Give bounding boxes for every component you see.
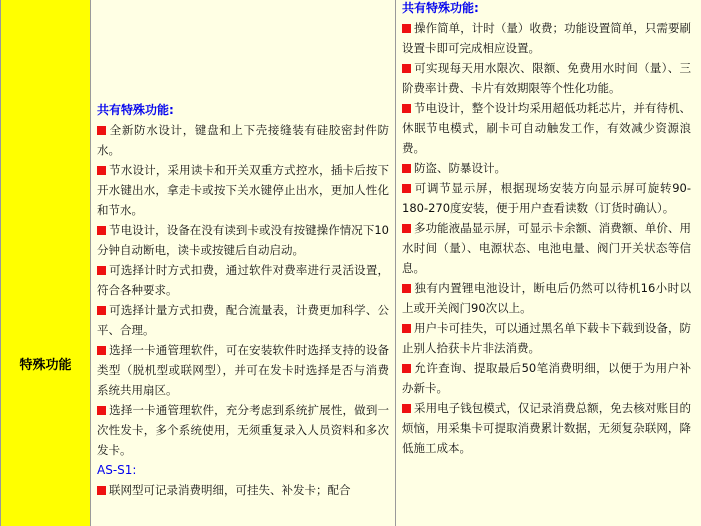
bullet-icon bbox=[402, 284, 411, 293]
middle-item: 可选择计时方式扣费，通过软件对费率进行灵活设置，符合各种要求。 bbox=[97, 263, 389, 297]
bullet-icon bbox=[402, 184, 411, 193]
right-item: 多功能液晶显示屏，可显示卡余额、消费额、单价、用水时间（量）、电源状态、电池电量、阀门开关状态等信息。 bbox=[402, 221, 691, 275]
bullet-icon bbox=[97, 346, 106, 355]
bullet-icon bbox=[97, 166, 106, 175]
middle-item: 节水设计，采用读卡和开关双重方式控水，插卡后按下开水键出水，拿走卡或按下关水键停止出水，更加人性化和节水。 bbox=[97, 163, 389, 217]
right-cell bbox=[396, 0, 701, 526]
middle-item: 选择一卡通管理软件，可在安装软件时选择支持的设备类型（脱机型或联网型），并可在发卡时选择是否与消费系统共用扇区。 bbox=[97, 343, 389, 397]
right-content bbox=[402, 0, 691, 458]
bullet-icon bbox=[402, 324, 411, 333]
middle-sub-item: 联网型可记录消费明细，可挂失、补发卡；配合 bbox=[97, 480, 389, 500]
middle-item: 节电设计，设备在没有读到卡或没有按键操作情况下10分钟自动断电，读卡或按键后自动启动。 bbox=[97, 223, 389, 257]
bullet-icon bbox=[402, 164, 411, 173]
bullet-icon bbox=[402, 64, 411, 73]
right-item: 采用电子钱包模式，仅记录消费总额，免去核对账目的烦恼，用采集卡可提取消费累计数据，无须复杂联网，降低施工成本。 bbox=[402, 401, 691, 455]
bullet-icon bbox=[97, 266, 106, 275]
bullet-icon bbox=[402, 104, 411, 113]
right-item: 防盗、防暴设计。 bbox=[402, 158, 691, 178]
middle-item: 全新防水设计，键盘和上下壳接缝装有硅胶密封件防水。 bbox=[97, 123, 389, 157]
middle-content bbox=[97, 100, 389, 500]
bullet-icon bbox=[97, 226, 106, 235]
right-item: 用户卡可挂失，可以通过黑名单下载卡下载到设备，防止别人拾获卡片非法消费。 bbox=[402, 321, 691, 355]
bullet-icon bbox=[97, 126, 106, 135]
middle-heading: 共有特殊功能: bbox=[97, 103, 174, 117]
label-cell bbox=[1, 0, 91, 526]
right-item: 允许查询、提取最后50笔消费明细，以便于为用户补办新卡。 bbox=[402, 361, 691, 395]
bullet-icon bbox=[402, 24, 411, 33]
bullet-icon bbox=[402, 404, 411, 413]
middle-cell bbox=[91, 0, 396, 526]
bullet-icon bbox=[97, 306, 106, 315]
middle-sub-heading: AS-S1: bbox=[97, 463, 137, 477]
middle-item: 选择一卡通管理软件，充分考虑到系统扩展性，做到一次性发卡，多个系统使用，无须重复录入人员资料和多次发卡。 bbox=[97, 403, 389, 457]
middle-item: 可选择计量方式扣费，配合流量表，计费更加科学、公平、合理。 bbox=[97, 303, 389, 337]
bullet-icon bbox=[97, 486, 106, 495]
right-item: 可实现每天用水限次、限额、免费用水时间（量）、三阶费率计费、卡片有效期限等个性化功能。 bbox=[402, 61, 691, 95]
right-heading: 共有特殊功能: bbox=[402, 1, 479, 15]
bullet-icon bbox=[97, 406, 106, 415]
bullet-icon bbox=[402, 364, 411, 373]
bullet-icon bbox=[402, 224, 411, 233]
right-item: 独有内置锂电池设计，断电后仍然可以待机16小时以上或开关阀门90次以上。 bbox=[402, 281, 691, 315]
label-text: 特殊功能 bbox=[19, 357, 72, 373]
right-item: 节电设计，整个设计均采用超低功耗芯片，并有待机、休眠节电模式，刷卡可自动触发工作，有效减少资源浪费。 bbox=[402, 101, 691, 155]
right-item: 操作简单，计时（量）收费；功能设置简单，只需要刷设置卡即可完成相应设置。 bbox=[402, 21, 691, 55]
right-item: 可调节显示屏，根据现场安装方向显示屏可旋转90-180-270度安装，便于用户查看读数（订货时确认）。 bbox=[402, 181, 691, 215]
